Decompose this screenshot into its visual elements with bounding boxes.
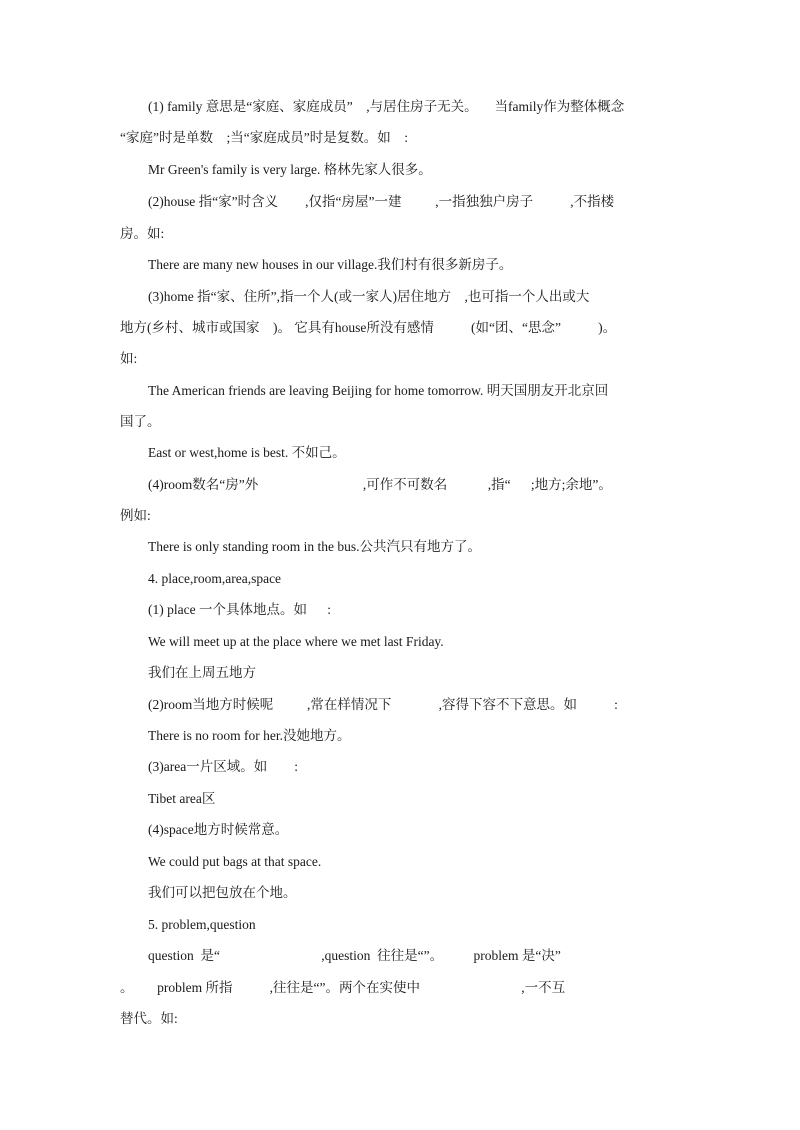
text-line: (2)house 指“家”时含义 ,仅指“房屋”一建 ,一指独独户房子 ,不指楼 [148,194,615,209]
text-line: 。 problem 所指 ,往往是“”。两个在实使中 ,一不互 [120,980,566,995]
text-line: (1) family 意思是“家庭、家庭成员” ,与居住房子无关。 当family作为整体概念 [148,99,625,114]
text-line: The American friends are leaving Beijing for home tomorrow. 明天国朋友开北京回 [148,383,609,398]
text-line: East or west,home is best. 不如己。 [148,445,346,460]
text-line: 房。如: [120,226,165,241]
text-line: Mr Green's family is very large. 格林先家人很多。 [148,162,432,177]
text-line: (1) place 一个具体地点。如 : [148,602,331,617]
text-line: 我们可以把包放在个地。 [148,885,297,900]
text-line: There is no room for her.没她地方。 [148,728,351,743]
text-line: 例如: [120,508,151,523]
text-line: 我们在上周五地方 [148,665,256,680]
text-line: (2)room当地方时候呢 ,常在样情况下 ,容得下容不下意思。如 : [148,697,618,712]
section-heading: 5. problem,question [148,917,256,932]
text-line: There is only standing room in the bus.公共汽只有地方了。 [148,539,481,554]
text-line: (3)area一片区域。如 : [148,759,298,774]
text-line: 国了。 [120,414,161,429]
text-line: We will meet up at the place where we met last Friday. [148,634,444,649]
text-line: 如: [120,351,138,366]
text-line: There are many new houses in our village.我们村有很多新房子。 [148,257,513,272]
text-line: 地方(乡村、城市或国家 )。 它具有house所没有感情 (如“团、“思念” )。 [120,320,617,335]
section-heading: 4. place,room,area,space [148,571,282,586]
text-line: (4)room数名“房”外 ,可作不可数名 ,指“ ;地方;余地”。 [148,477,612,492]
text-line: 替代。如: [120,1011,178,1026]
text-line: We could put bags at that space. [148,854,322,869]
text-line: (4)space地方时候常意。 [148,822,289,837]
text-line: Tibet area区 [148,791,216,806]
text-line: “家庭”时是单数 ;当“家庭成员”时是复数。如 : [120,130,408,145]
text-line: (3)home 指“家、住所”,指一个人(或一家人)居住地方 ,也可指一个人出或大 [148,289,590,304]
text-line: question 是“ ,question 往往是“”。 problem 是“决” [148,948,561,963]
